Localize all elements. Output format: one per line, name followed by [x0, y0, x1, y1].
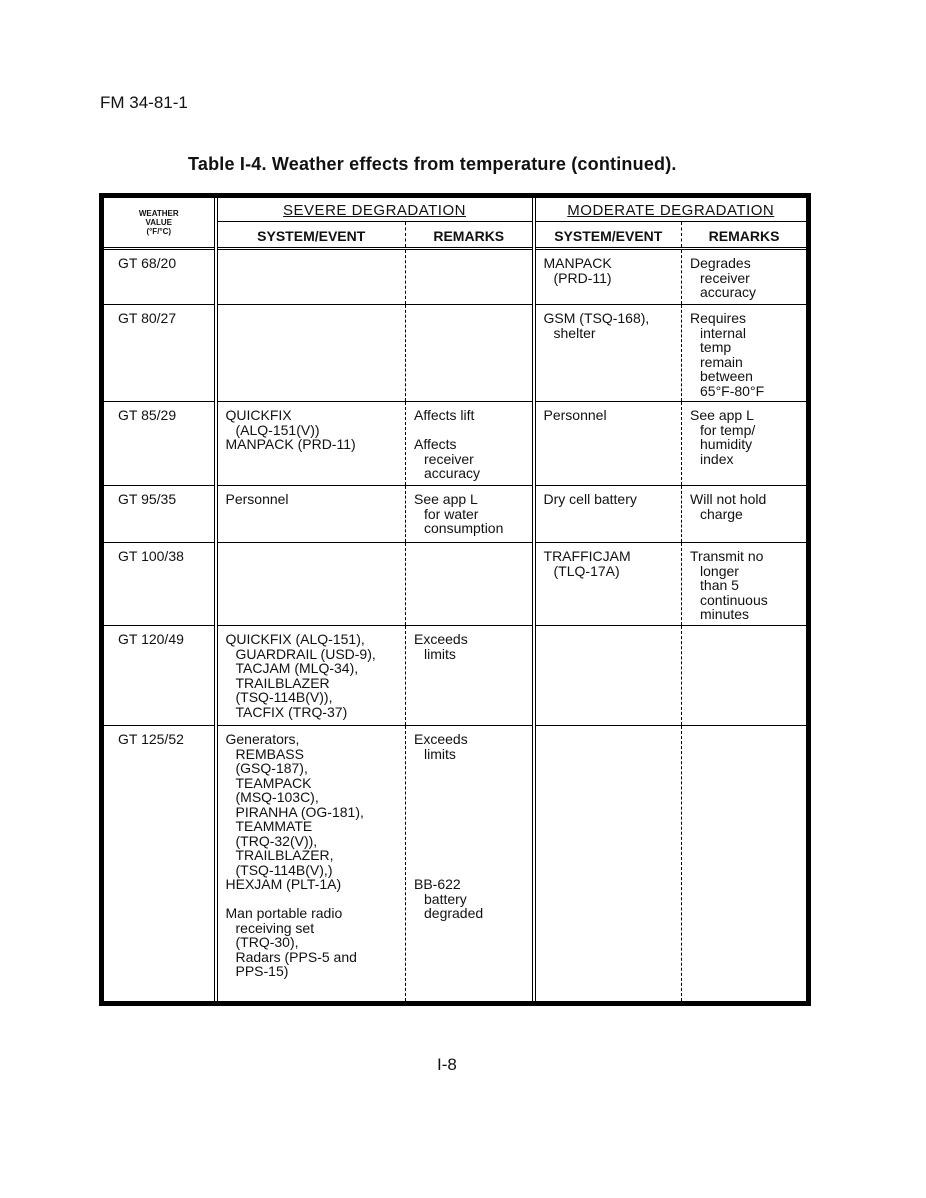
cell-line: (TSQ-114B(V)), — [235, 689, 333, 705]
weather-value-cell: GT 95/35 — [102, 486, 216, 543]
moderate-system-cell — [534, 305, 682, 402]
table-row — [102, 626, 809, 726]
cell-line: than 5 — [700, 577, 739, 593]
cell-line: (ALQ-151(V)) — [235, 421, 320, 438]
cell-line — [414, 863, 528, 878]
cell-line: Radars (PPS-5 and — [235, 948, 357, 965]
severe-remarks-cell — [406, 726, 534, 1004]
cell-line — [414, 423, 528, 438]
cell-line: battery — [424, 890, 467, 907]
cell-line: internal — [700, 324, 746, 341]
severe-remarks-cell — [406, 402, 534, 486]
weather-effects-table — [99, 193, 811, 1006]
cell-line: PIRANHA (OG-181), — [235, 803, 364, 820]
cell-line — [414, 819, 528, 834]
cell-line: consumption — [424, 520, 504, 536]
severe-system-cell — [216, 249, 406, 305]
severe-system-cell — [216, 305, 406, 402]
cell-line: receiver — [424, 450, 474, 467]
cell-line: TRAILBLAZER, — [235, 847, 334, 863]
cell-line: minutes — [700, 606, 750, 622]
cell-line: accuracy — [700, 284, 757, 300]
cell-line: TRAFFICJAM — [543, 548, 631, 564]
cell-line: MANPACK — [543, 255, 612, 271]
cell-line — [414, 776, 528, 791]
document-header: FM 34-81-1 — [100, 93, 188, 112]
cell-line: for temp/ — [700, 421, 756, 438]
cell-line: Affects lift — [414, 407, 475, 423]
cell-line: REMBASS — [235, 745, 304, 762]
table-body — [102, 249, 809, 1004]
cell-line: (TRQ-30), — [235, 934, 299, 950]
cell-line: TEAMMATE — [235, 818, 313, 834]
moderate-degradation-header: MODERATE DEGRADATION — [534, 196, 809, 222]
cell-line: See app L — [690, 407, 754, 423]
moderate-remarks-cell — [682, 305, 809, 402]
table-row — [102, 305, 809, 402]
severe-remarks-cell — [406, 305, 534, 402]
table-row — [102, 249, 809, 305]
cell-line: index — [700, 450, 734, 467]
page-number: I-8 — [437, 1055, 457, 1074]
cell-line: limits — [424, 745, 456, 762]
cell-line: See app L — [414, 491, 478, 507]
moderate-remarks-cell — [682, 249, 809, 305]
moderate-system-cell — [534, 543, 682, 626]
moderate-system-cell — [534, 626, 682, 726]
cell-line: Exceeds — [414, 631, 468, 647]
cell-line: (TLQ-17A) — [553, 562, 620, 579]
moderate-remarks-cell — [682, 726, 809, 1004]
cell-line: receiver — [700, 269, 750, 286]
severe-system-cell — [216, 626, 406, 726]
moderate-remarks-cell — [682, 402, 809, 486]
moderate-system-event-header: SYSTEM/EVENT — [534, 221, 682, 249]
severe-degradation-header: SEVERE DEGRADATION — [216, 196, 534, 222]
severe-system-cell — [216, 726, 406, 1004]
weather-value-cell: GT 80/27 — [102, 305, 216, 402]
table-row — [102, 402, 809, 486]
moderate-remarks-cell — [682, 486, 809, 543]
cell-line: Generators, — [225, 731, 300, 747]
severe-remarks-cell — [406, 626, 534, 726]
cell-line: Man portable radio — [225, 905, 343, 921]
moderate-remarks-cell — [682, 543, 809, 626]
cell-line: TACJAM (MLQ-34), — [235, 660, 359, 676]
table-row — [102, 726, 809, 1004]
cell-line — [414, 848, 528, 863]
cell-line: QUICKFIX — [225, 407, 292, 423]
moderate-remarks-cell — [682, 626, 809, 726]
weather-value-cell: GT 68/20 — [102, 249, 216, 305]
table-title: Table I-4. Weather effects from temperature (continued). — [188, 154, 677, 174]
cell-line — [414, 834, 528, 849]
severe-remarks-cell — [406, 543, 534, 626]
cell-line: Personnel — [225, 491, 289, 507]
cell-line: (GSQ-187), — [235, 760, 308, 776]
cell-line: Degrades — [690, 255, 751, 271]
cell-line: Personnel — [543, 407, 607, 423]
cell-line: charge — [700, 505, 743, 522]
table-row — [102, 486, 809, 543]
cell-line: shelter — [553, 324, 596, 341]
cell-line: MANPACK (PRD-11) — [225, 436, 356, 452]
cell-line: longer — [700, 562, 739, 579]
cell-line: Affects — [414, 436, 457, 452]
cell-line: (TRQ-32(V)), — [235, 832, 318, 849]
table-row — [102, 543, 809, 626]
moderate-system-cell — [534, 726, 682, 1004]
cell-line: Transmit no — [690, 548, 764, 564]
weather-value-cell: GT 85/29 — [102, 402, 216, 486]
cell-line: TACFIX (TRQ-37) — [235, 703, 348, 720]
severe-system-cell — [216, 543, 406, 626]
cell-line: PPS-15) — [235, 963, 289, 979]
cell-line: GSM (TSQ-168), — [543, 310, 650, 326]
cell-line: accuracy — [424, 465, 481, 481]
severe-remarks-cell — [406, 486, 534, 543]
cell-line: continuous — [700, 591, 768, 608]
cell-line: Will not hold — [690, 491, 767, 507]
cell-line: between — [700, 368, 753, 384]
severe-system-cell — [216, 486, 406, 543]
cell-line: (MSQ-103C), — [235, 789, 319, 805]
severe-remarks-header: REMARKS — [406, 221, 534, 249]
weather-value-cell: GT 125/52 — [102, 726, 216, 1004]
cell-line: receiving set — [235, 919, 315, 936]
cell-line: GUARDRAIL (USD-9), — [235, 645, 376, 662]
cell-line: BB-622 — [414, 876, 461, 892]
moderate-remarks-header: REMARKS — [682, 221, 809, 249]
cell-line: QUICKFIX (ALQ-151), — [225, 631, 365, 647]
cell-line: TRAILBLAZER — [235, 674, 330, 691]
weather-value-cell: GT 100/38 — [102, 543, 216, 626]
weather-value-cell: GT 120/49 — [102, 626, 216, 726]
cell-line: Exceeds — [414, 731, 468, 747]
cell-line: temp — [700, 339, 732, 355]
cell-line: Requires — [690, 310, 747, 326]
cell-line: remain — [700, 353, 743, 370]
severe-remarks-cell — [406, 249, 534, 305]
cell-line: (TSQ-114B(V),) — [235, 861, 333, 878]
moderate-system-cell — [534, 486, 682, 543]
severe-system-cell — [216, 402, 406, 486]
cell-line: TEAMPACK — [235, 774, 312, 791]
cell-line: limits — [424, 645, 456, 662]
moderate-system-cell — [534, 402, 682, 486]
cell-line — [414, 805, 528, 820]
moderate-system-cell — [534, 249, 682, 305]
cell-line: HEXJAM (PLT-1A) — [225, 876, 342, 892]
cell-line: humidity — [700, 436, 753, 452]
weather-value-header: WEATHER VALUE (°F/°C) — [102, 196, 216, 249]
cell-line — [226, 892, 402, 907]
cell-line: degraded — [424, 905, 484, 921]
cell-line: (PRD-11) — [553, 269, 612, 286]
severe-system-event-header: SYSTEM/EVENT — [216, 221, 406, 249]
cell-line: for water — [424, 505, 479, 522]
cell-line: 65°F-80°F — [700, 382, 765, 399]
cell-line — [414, 790, 528, 805]
cell-line — [414, 761, 528, 776]
cell-line: Dry cell battery — [543, 491, 637, 507]
